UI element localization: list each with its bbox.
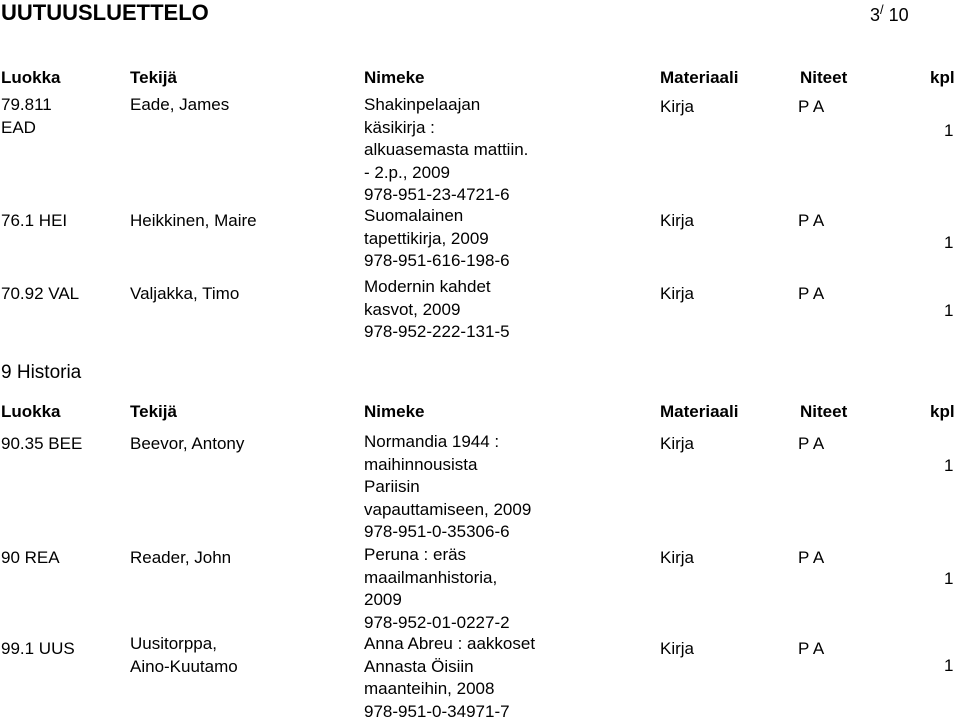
header-luokka: Luokka (1, 402, 61, 421)
entry-niteet: P A (798, 211, 825, 230)
header-luokka: Luokka (1, 68, 61, 87)
entry-niteet: P A (798, 548, 825, 567)
header-niteet: Niteet (800, 402, 848, 421)
entry-tekija: Eade, James (130, 95, 230, 114)
entry-materiaali: Kirja (660, 284, 695, 303)
entry-kpl: 1 (944, 656, 954, 675)
entry-luokka: 79.811 EAD (1, 95, 52, 137)
entry-luokka: 90.35 BEE (1, 434, 83, 453)
entry-tekija: Valjakka, Timo (130, 284, 240, 303)
entry-nimeke: Suomalainen tapettikirja, 2009 978-951-616-198-6 (364, 206, 510, 270)
entry-tekija: Uusitorppa, Aino-Kuutamo (130, 634, 238, 676)
header-kpl: kpl (930, 402, 955, 421)
page-separator: / (880, 2, 884, 17)
entry-nimeke: Anna Abreu : aakkoset Annasta Öisiin maanteihin, 2008 978-951-0-34971-7 (364, 634, 536, 721)
entry-niteet: P A (798, 434, 825, 453)
page-current: 3 (870, 5, 881, 25)
header-materiaali: Materiaali (660, 68, 739, 87)
entry-materiaali: Kirja (660, 548, 695, 567)
entry-tekija: Reader, John (130, 548, 232, 567)
entry-kpl: 1 (944, 569, 954, 588)
page-number (870, 2, 909, 26)
entry-nimeke: Peruna : eräs maailmanhistoria, 2009 978-952-01-0227-2 (364, 545, 510, 632)
header-tekija: Tekijä (130, 402, 177, 421)
entry-niteet: P A (798, 97, 825, 116)
entry-tekija: Beevor, Antony (130, 434, 245, 453)
entry-luokka: 90 REA (1, 548, 60, 567)
header-tekija: Tekijä (130, 68, 177, 87)
entry-kpl: 1 (944, 233, 954, 252)
entry-kpl: 1 (944, 301, 954, 320)
entry-nimeke: Shakinpelaajan käsikirja : alkuasemasta mattiin. - 2.p., 2009 978-951-23-4721-6 (364, 95, 529, 204)
header-niteet: Niteet (800, 68, 848, 87)
entry-luokka: 70.92 VAL (1, 284, 80, 303)
entry-tekija: Heikkinen, Maire (130, 211, 257, 230)
entry-kpl: 1 (944, 456, 954, 475)
header-kpl: kpl (930, 68, 955, 87)
header-nimeke: Nimeke (364, 68, 425, 87)
section-heading: 9 Historia (1, 362, 82, 383)
entry-materiaali: Kirja (660, 211, 695, 230)
entry-kpl: 1 (944, 121, 954, 140)
entry-luokka: 76.1 HEI (1, 211, 68, 230)
entry-materiaali: Kirja (660, 97, 695, 116)
entry-nimeke: Normandia 1944 : maihinnousista Pariisin vapauttamiseen, 2009 978-951-0-35306-6 (364, 432, 532, 541)
entry-niteet: P A (798, 284, 825, 303)
header-nimeke: Nimeke (364, 402, 425, 421)
entry-nimeke: Modernin kahdet kasvot, 2009 978-952-222-131-5 (364, 277, 510, 341)
entry-materiaali: Kirja (660, 434, 695, 453)
entry-luokka: 99.1 UUS (1, 639, 75, 658)
page-total: 10 (888, 5, 909, 25)
page-title: UUTUUSLUETTELO (1, 0, 209, 25)
entry-materiaali: Kirja (660, 639, 695, 658)
header-materiaali: Materiaali (660, 402, 739, 421)
entry-niteet: P A (798, 639, 825, 658)
